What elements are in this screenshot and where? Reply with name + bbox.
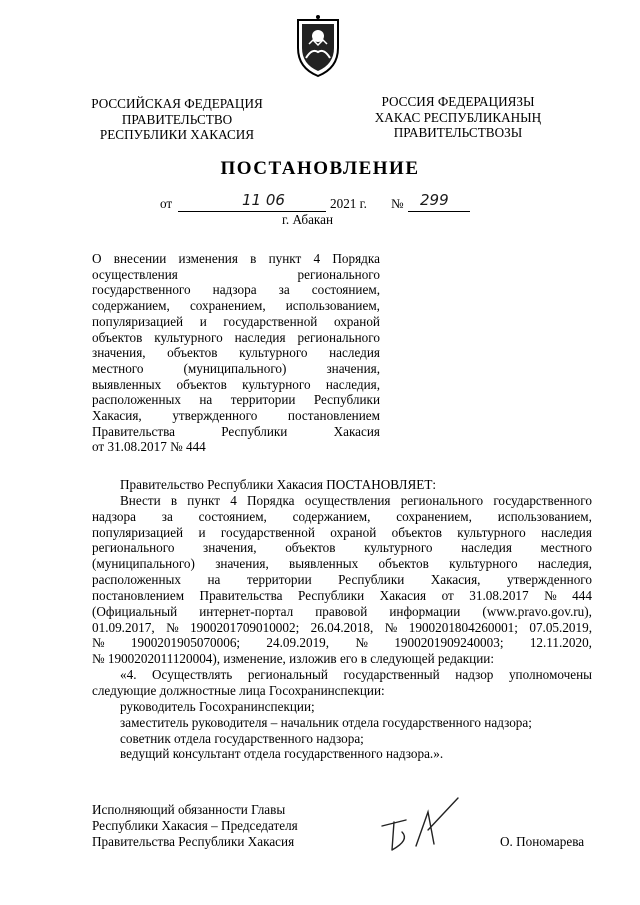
body-word: №	[92, 635, 105, 651]
body-word: осуществления	[304, 492, 391, 508]
signatory-position-line: Правительства Республики Хакасия	[92, 834, 295, 849]
body-line	[92, 746, 592, 762]
subject-word: значения,	[326, 360, 380, 376]
subject-word: наследия,	[325, 376, 380, 392]
document-title: ПОСТАНОВЛЕНИЕ	[220, 158, 420, 179]
body-word: региональный	[247, 667, 328, 683]
subject-word: за	[278, 282, 290, 298]
number-underline	[408, 211, 470, 212]
body-word: регионального	[92, 540, 175, 556]
subject-word: культурного	[242, 376, 311, 392]
body-word: расположенных	[92, 572, 181, 588]
body-word: советник отдела государственного надзора;	[120, 730, 364, 746]
signatory-position-line: Исполняющий обязанности Главы	[92, 802, 286, 817]
body-word: выявленных	[289, 556, 359, 572]
subject-word: осуществления	[92, 266, 178, 282]
body-word: 01.09.2017,	[92, 619, 155, 635]
body-word: надзора	[92, 508, 136, 524]
subject-word: расположенных	[92, 392, 181, 408]
header-left-line: РЕСПУБЛИКИ ХАКАСИЯ	[99, 127, 255, 142]
body-line	[92, 699, 592, 715]
body-word: пункт	[187, 492, 221, 508]
subject-word: постановлением	[287, 408, 380, 424]
body-word: наследия	[541, 524, 592, 540]
subject-word: О	[92, 251, 102, 266]
body-word: содержанием,	[292, 508, 371, 524]
subject-word: (муниципального)	[183, 360, 287, 376]
body-word: 1900201709010002;	[190, 619, 300, 635]
subject-line	[92, 377, 380, 393]
signatory-position	[92, 802, 298, 850]
subject-line	[92, 392, 380, 408]
subject-word: местного	[92, 360, 144, 376]
subject-line	[92, 314, 380, 330]
body-line	[92, 715, 592, 731]
body-word: использованием,	[497, 508, 592, 524]
body-word: (www.pravo.gov.ru),	[482, 603, 592, 619]
body-word: государственной	[220, 524, 315, 540]
body-word: 26.04.2018,	[310, 619, 374, 635]
subject-word: регионального	[297, 266, 380, 282]
handwritten-signature	[376, 792, 462, 858]
subject-word: охраной	[333, 313, 380, 329]
body-line	[92, 588, 592, 604]
body-word: Внести	[120, 492, 161, 508]
coat-of-arms-emblem	[292, 14, 344, 80]
body-word: популяризацией	[92, 524, 184, 540]
subject-line	[92, 439, 380, 455]
subject-line	[92, 408, 380, 424]
body-word: 1900201804260001;	[408, 619, 518, 635]
body-word: №	[384, 619, 398, 635]
subject-word: Хакасия,	[92, 408, 142, 424]
date-prefix: от	[160, 196, 173, 211]
subject-line	[92, 424, 380, 440]
signatory-position-line: Республики Хакасия – Председателя	[92, 818, 298, 833]
body-line	[92, 540, 592, 556]
body-line	[92, 493, 592, 509]
header-left-line: РОССИЙСКАЯ ФЕДЕРАЦИЯ	[91, 96, 263, 111]
subject-word: популяризацией	[92, 313, 184, 329]
body-word: 1900201905070006;	[130, 635, 241, 651]
body-line	[92, 509, 592, 525]
city: г. Абакан	[282, 212, 334, 227]
subject-word: наследия	[329, 345, 380, 361]
document-subject	[92, 251, 380, 455]
subject-word: наследия	[234, 329, 286, 345]
subject-word: состоянием,	[311, 282, 380, 298]
body-word: уполномочены	[508, 667, 592, 683]
body-line	[92, 477, 592, 493]
body-word: 12.11.2020,	[529, 635, 592, 651]
body-word: утвержденного	[506, 572, 592, 588]
body-word: правовой	[315, 603, 368, 619]
body-word: ведущий консультант отдела государственного надзора.».	[120, 746, 444, 762]
body-word: значения,	[215, 556, 269, 572]
body-word: Хакасия	[379, 587, 427, 603]
body-word: за	[161, 508, 173, 524]
subject-word: Правительства	[92, 423, 175, 439]
body-word: информации	[389, 603, 461, 619]
subject-word: изменения	[178, 251, 238, 266]
body-word: 1900201909240003;	[394, 635, 504, 651]
body-word: государственный	[343, 667, 440, 683]
body-word: (Официальный	[92, 603, 178, 619]
body-word: территории	[246, 572, 312, 588]
body-word: культурного	[449, 556, 518, 572]
body-word: 24.09.2019,	[266, 635, 330, 651]
body-word: Республики	[338, 572, 405, 588]
date-handwritten: 11 06	[242, 191, 285, 209]
subject-line	[92, 298, 380, 314]
signatory-name: О. Пономарева	[500, 834, 585, 849]
date-year: 2021 г.	[330, 196, 367, 211]
body-word: государственного	[493, 492, 592, 508]
header-right	[352, 94, 564, 141]
body-word: 07.05.2019,	[529, 619, 592, 635]
subject-word: значения,	[92, 345, 146, 361]
body-word: объектов	[391, 524, 442, 540]
subject-word: Хакасия	[333, 423, 380, 439]
subject-word: культурного	[239, 345, 308, 361]
subject-word: регионального	[297, 329, 380, 345]
subject-word: использованием,	[285, 298, 380, 314]
subject-word: государственного	[92, 282, 191, 298]
body-word: 4	[230, 492, 237, 508]
body-word: местного	[540, 540, 592, 556]
document-body	[92, 477, 592, 762]
body-line	[92, 556, 592, 572]
body-word: №	[166, 619, 179, 635]
body-line	[92, 651, 592, 667]
body-word: Порядка	[246, 492, 295, 508]
body-line	[92, 731, 592, 747]
subject-word: сохранением,	[189, 298, 266, 314]
body-word: №	[544, 587, 557, 603]
body-word: и	[198, 524, 206, 540]
header-right-line: РОССИЯ ФЕДЕРАЦИЯЗЫ	[381, 94, 535, 109]
subject-word: Порядка	[332, 251, 380, 266]
body-word: Правительство Республики Хакасия ПОСТАНОВЛЯЕТ:	[120, 477, 437, 492]
subject-word: объектов	[167, 345, 218, 361]
body-word: объектов	[378, 556, 429, 572]
subject-word: пункт	[268, 251, 302, 266]
body-line	[92, 604, 592, 620]
subject-line	[92, 282, 380, 298]
body-word: на	[207, 572, 221, 588]
body-word: регионального	[400, 492, 484, 508]
body-word: № 1900202011120004), изменение, изложив его в следующей редакции:	[92, 651, 494, 667]
body-word: заместитель руководителя – начальник отдела государственного надзора;	[120, 714, 532, 730]
body-word: руководитель Госохранинспекции;	[120, 698, 315, 714]
body-word: надзор	[455, 667, 494, 683]
body-word: интернет-портал	[199, 603, 294, 619]
header-right-line: ПРАВИТЕЛЬСТВОЗЫ	[393, 125, 523, 140]
body-word: культурного	[457, 524, 526, 540]
subject-line	[92, 330, 380, 346]
body-word: значения,	[203, 540, 257, 556]
body-word: Осуществлять	[152, 667, 233, 683]
subject-word: от 31.08.2017 № 444	[92, 439, 206, 455]
body-word: №	[355, 635, 368, 651]
body-word: 31.08.2017	[469, 587, 529, 603]
number-sign: №	[391, 196, 404, 211]
header-right-line: ХАКАС РЕСПУБЛИКАНЫҢ	[374, 109, 542, 125]
subject-word: культурного	[154, 329, 223, 345]
subject-word: 4	[313, 251, 321, 266]
body-word: следующие должностные лица Госохранинспекции:	[92, 682, 385, 698]
body-word: от	[441, 587, 454, 603]
subject-word: в	[250, 251, 257, 266]
subject-word: государственной	[223, 313, 318, 329]
body-word: Хакасия,	[430, 572, 481, 588]
subject-word: Республики	[313, 392, 380, 408]
subject-word: надзора	[212, 282, 257, 298]
body-word: объектов	[285, 540, 336, 556]
body-line	[92, 620, 592, 636]
subject-word: утвержденного	[172, 408, 258, 424]
subject-line	[92, 251, 380, 267]
body-word: (муниципального)	[92, 556, 195, 572]
body-word: охраной	[330, 524, 377, 540]
body-word: Республики	[298, 587, 365, 603]
number-handwritten: 299	[420, 191, 449, 209]
subject-word: выявленных	[92, 376, 162, 392]
subject-word: объектов	[176, 376, 227, 392]
body-line	[92, 525, 592, 541]
body-line	[92, 667, 592, 683]
subject-word: содержанием,	[92, 298, 170, 314]
body-word: культурного	[364, 540, 433, 556]
body-word: сохранением,	[396, 508, 472, 524]
body-word: наследия,	[537, 556, 592, 572]
header-left-line: ПРАВИТЕЛЬСТВО	[121, 111, 233, 127]
body-word: состоянием,	[198, 508, 267, 524]
subject-word: внесении	[113, 251, 167, 266]
header-left	[82, 96, 272, 143]
subject-word: объектов	[92, 329, 143, 345]
body-line	[92, 572, 592, 588]
body-word: Правительства	[199, 587, 283, 603]
body-word: «4.	[120, 667, 137, 683]
subject-line	[92, 361, 380, 377]
subject-word: Республики	[221, 423, 288, 439]
body-word: наследия	[461, 540, 512, 556]
subject-word: на	[199, 392, 213, 408]
body-word: 444	[572, 587, 592, 603]
subject-word: территории	[230, 392, 296, 408]
subject-line	[92, 345, 380, 361]
body-line	[92, 635, 592, 651]
body-line	[92, 683, 592, 699]
body-word: постановлением	[92, 587, 185, 603]
subject-word: и	[199, 313, 207, 329]
subject-line	[92, 267, 380, 283]
body-word: в	[170, 492, 178, 508]
